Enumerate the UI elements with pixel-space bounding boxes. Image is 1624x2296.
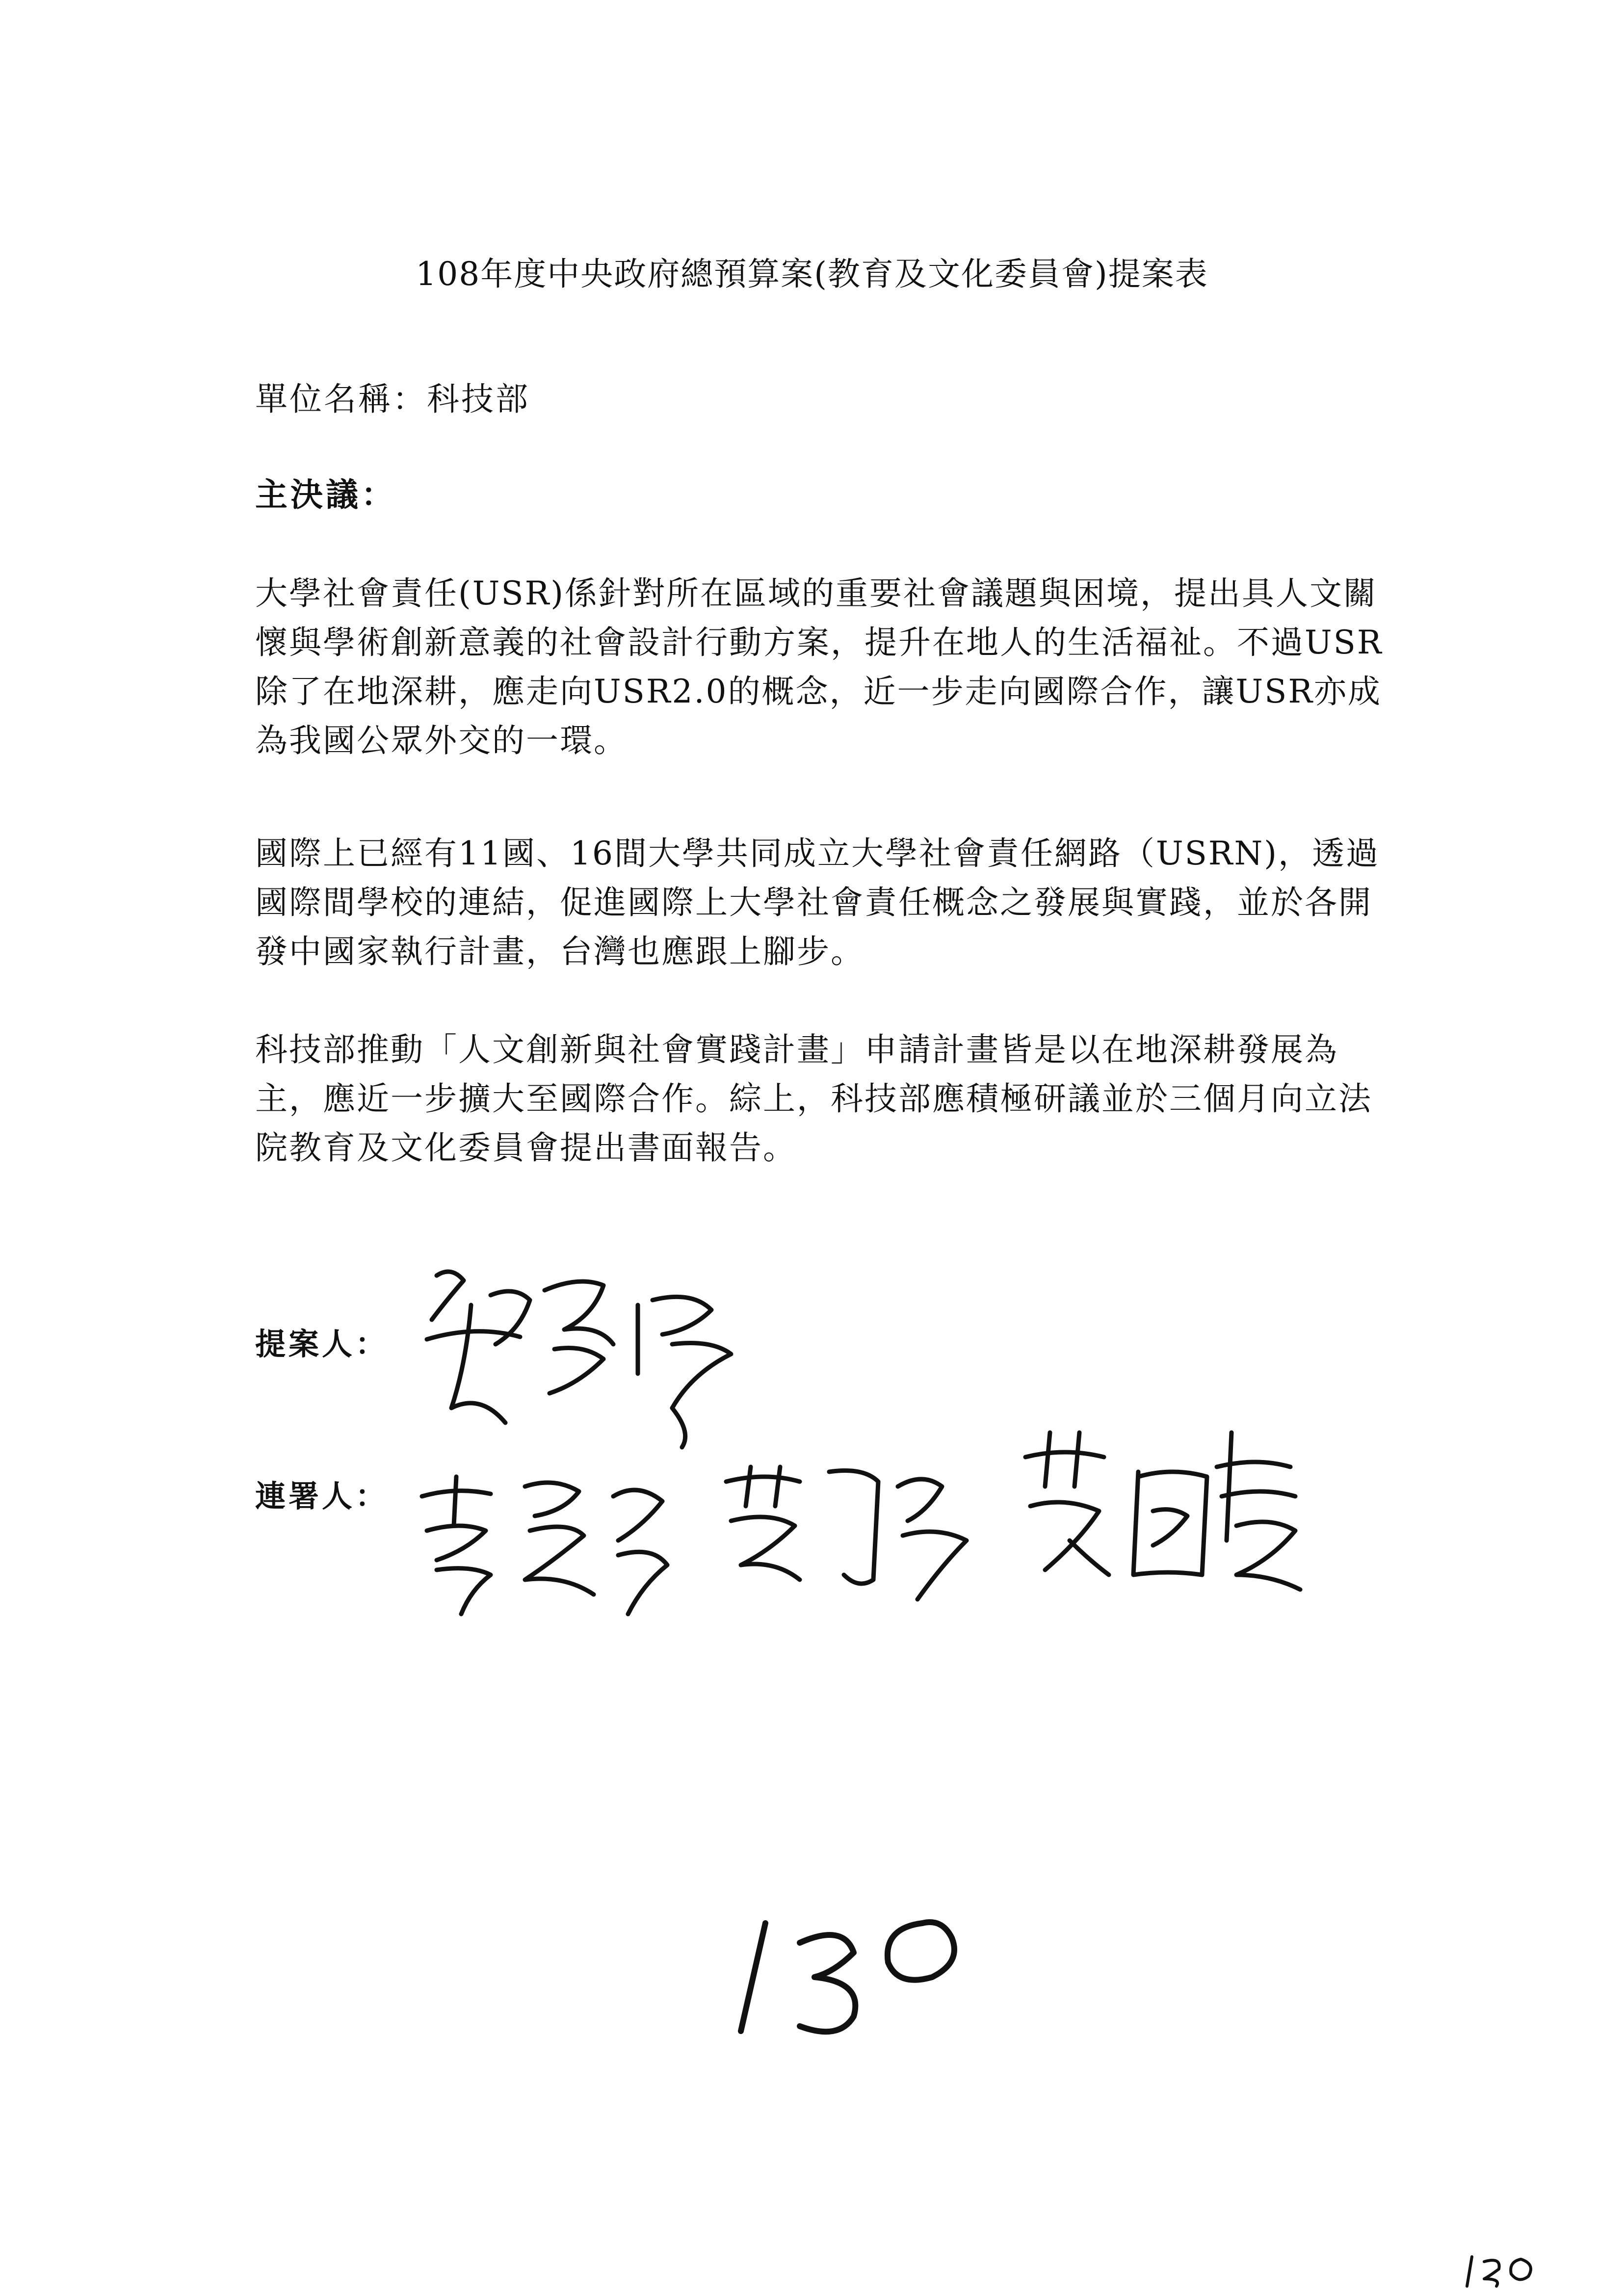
document-title: 108年度中央政府總預算案(教育及文化委員會)提案表 [416,255,1208,293]
cosigner-label: 連署人： [255,1478,389,1514]
resolution-heading: 主決議： [255,476,396,514]
handwritten-page-number [726,1904,981,2051]
unit-name: 單位名稱：科技部 [255,380,530,418]
cosigner-signature-3 [1006,1413,1320,1609]
paragraph-1: 大學社會責任(USR)係針對所在區域的重要社會議題與困境，提出具人文關懷與學術創新意義的社會設計行動方案，提升在地人的生活福祉。不過USR除了在地深耕，應走向USR2.0的概念，近一步走向國際合作，讓USR亦成為我國公眾外交的一環。 [255,574,1383,759]
paragraph-3: 科技部推動「人文創新與社會實踐計畫」申請計畫皆是以在地深耕發展為主，應近一步擴大至國際合作。綜上，科技部應積極研議並於三個月向立法院教育及文化委員會提出書面報告。 [255,1031,1372,1167]
paragraph-2: 國際上已經有11國、16間大學共同成立大學社會責任網路（USRN)，透過國際間學校的連結，促進國際上大學社會責任概念之發展與實踐，並於各開發中國家執行計畫，台灣也應跟上腳步。 [255,835,1380,970]
proposer-signature [417,1246,770,1452]
proposer-label: 提案人： [255,1326,389,1362]
cosigner-signature-2 [711,1452,986,1609]
corner-page-mark [1462,2252,1541,2291]
cosigner-signature-1 [407,1467,682,1624]
